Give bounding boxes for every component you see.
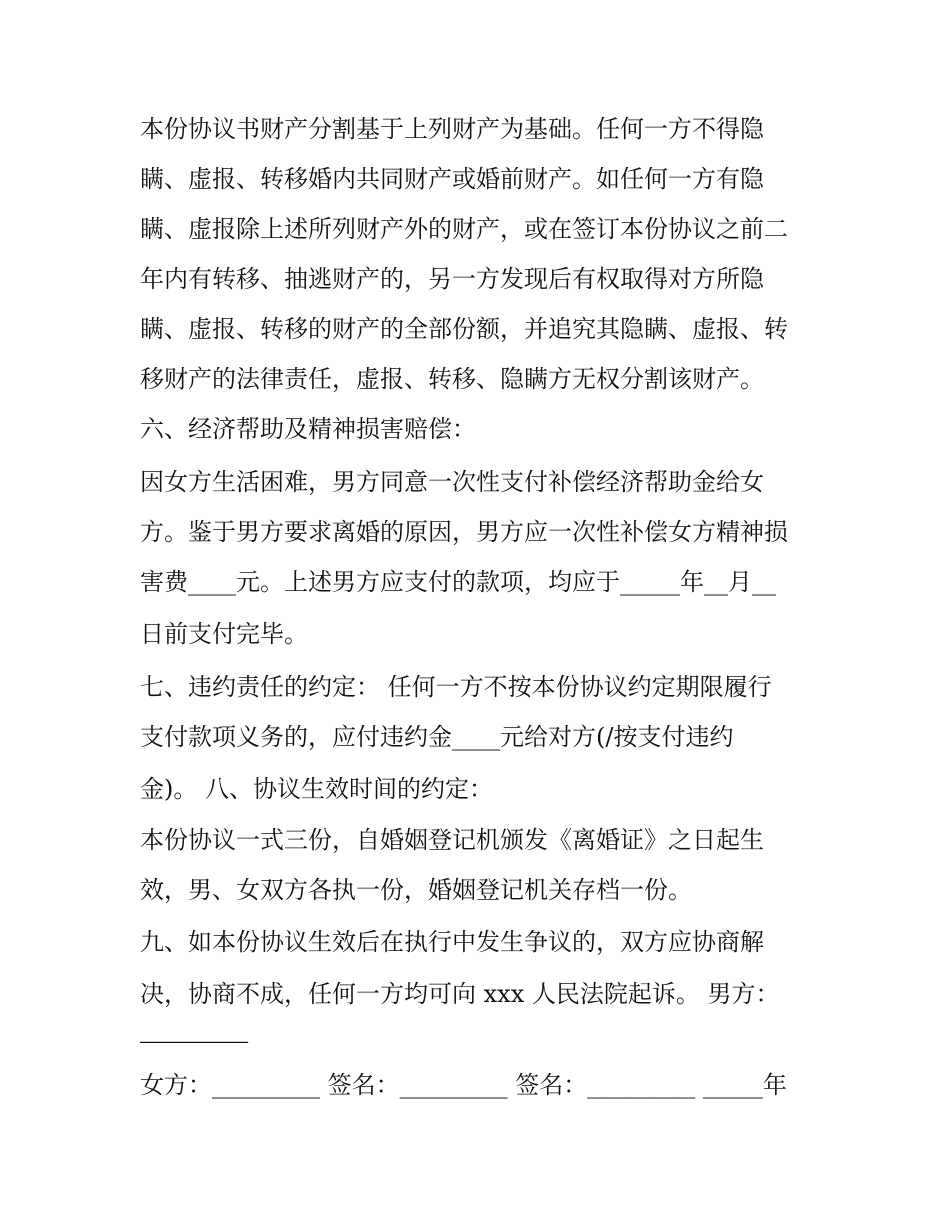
signature-line: 女方：_________ 签名：_________ 签名：_________ _____年 bbox=[140, 1071, 787, 1099]
paragraph-line: 瞒、虚报、转移婚内共同财产或婚前财产。如任何一方有隐 bbox=[140, 165, 764, 193]
paragraph-line: 因女方生活困难，男方同意一次性支付补偿经济帮助金给女 bbox=[140, 468, 764, 496]
paragraph-line: 瞒、虚报、转移的财产的全部份额，并追究其隐瞒、虚报、转 bbox=[140, 315, 788, 343]
paragraph-line: 方。鉴于男方要求离婚的原因，男方应一次性补偿女方精神损 bbox=[140, 518, 788, 546]
paragraph-line: 日前支付完毕。 bbox=[140, 620, 308, 648]
paragraph-line: 年内有转移、抽逃财产的，另一方发现后有权取得对方所隐 bbox=[140, 265, 764, 293]
paragraph-line: 瞒、虚报除上述所列财产外的财产，或在签订本份协议之前二 bbox=[140, 215, 788, 243]
paragraph-line: 九、如本份协议生效后在执行中发生争议的，双方应协商解 bbox=[140, 928, 764, 956]
paragraph-line: 效，男、女双方各执一份，婚姻登记机关存档一份。 bbox=[140, 876, 692, 904]
paragraph-line: 本份协议一式三份，自婚姻登记机颁发《离婚证》之日起生 bbox=[140, 826, 764, 854]
paragraph-line: 金)。 八、协议生效时间的约定： bbox=[140, 775, 493, 803]
paragraph-line: 支付款项义务的，应付违约金____元给对方(/按支付违约 bbox=[140, 723, 734, 751]
paragraph-line: 决，协商不成，任何一方均可向 xxx 人民法院起诉。 男方： bbox=[140, 980, 780, 1008]
paragraph-line: 移财产的法律责任，虚报、转移、隐瞒方无权分割该财产。 bbox=[140, 365, 764, 393]
section-heading: 七、违约责任的约定： 任何一方不按本份协议约定期限履行 bbox=[140, 673, 772, 701]
signature-blank: _________ bbox=[140, 1020, 248, 1046]
paragraph-line: 害费____元。上述男方应支付的款项，均应于_____年__月__ bbox=[140, 568, 776, 596]
paragraph-line: 本份协议书财产分割基于上列财产为基础。任何一方不得隐 bbox=[140, 115, 764, 143]
section-heading: 六、经济帮助及精神损害赔偿： bbox=[140, 415, 476, 443]
